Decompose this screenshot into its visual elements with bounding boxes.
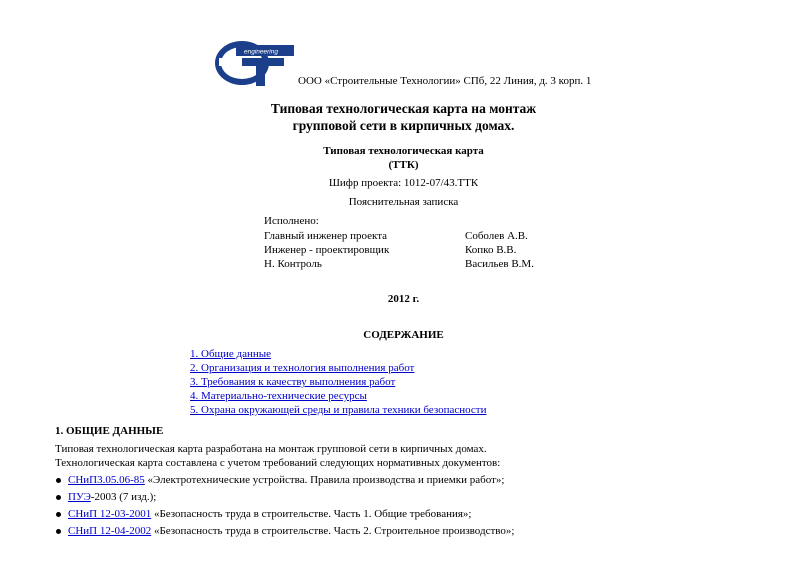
doc-link[interactable]: СНиП 12-03-2001 xyxy=(68,508,152,520)
title-line-1: Типовая технологическая карта на монтаж xyxy=(270,101,537,116)
toc-link-organization[interactable]: 2. Организация и технология выполнения работ xyxy=(190,362,415,374)
doc-description: «Безопасность труда в строительстве. Часть 2. Строительное производство»; xyxy=(151,525,515,537)
doc-description: «Электротехнические устройства. Правила производства и приемки работ»; xyxy=(144,474,505,486)
signature-name: Соболев А.В. xyxy=(465,230,528,242)
explanatory-note: Пояснительная записка xyxy=(348,196,459,208)
logo-text: engineering xyxy=(244,48,278,56)
signature-role: Н. Контроль xyxy=(264,258,322,270)
paragraph: Технологическая карта составлена с учетом требований следующих нормативных документов: xyxy=(55,457,501,469)
document-year: 2012 г. xyxy=(387,293,420,305)
doc-description: -2003 (7 изд.); xyxy=(90,491,157,503)
list-item xyxy=(55,523,514,540)
toc-link-general[interactable]: 1. Общие данные xyxy=(190,348,272,360)
toc-link-safety[interactable]: 5. Охрана окружающей среды и правила техники безопасности xyxy=(190,404,487,416)
bullet-icon xyxy=(56,495,61,500)
signatures-heading: Исполнено: xyxy=(264,215,319,227)
title-line-2: групповой сети в кирпичных домах. xyxy=(292,118,515,133)
doc-description: «Безопасность труда в строительстве. Часть 1. Общие требования»; xyxy=(151,508,472,520)
doc-link[interactable]: ПУЭ xyxy=(68,491,91,503)
toc-link-resources[interactable]: 4. Материально-технические ресурсы xyxy=(190,390,367,402)
subtitle-line-1: Типовая технологическая карта xyxy=(323,145,484,157)
paragraph: Типовая технологическая карта разработана на монтаж групповой сети в кирпичных домах. xyxy=(55,443,487,455)
list-item xyxy=(55,489,514,506)
company-logo xyxy=(214,38,294,88)
document-title xyxy=(0,100,807,134)
bullet-icon xyxy=(56,529,61,534)
bullet-icon xyxy=(56,478,61,483)
signature-role: Главный инженер проекта xyxy=(264,230,388,242)
table-of-contents xyxy=(190,347,487,417)
signature-name: Копко В.В. xyxy=(465,244,517,256)
signature-name: Васильев В.М. xyxy=(465,258,534,270)
doc-link[interactable]: СНиП3.05.06-85 xyxy=(68,474,145,486)
section-heading: 1. ОБЩИЕ ДАННЫЕ xyxy=(55,425,164,437)
signature-role: Инженер - проектировщик xyxy=(264,244,390,256)
project-cipher: Шифр проекта: 1012-07/43.ТТК xyxy=(328,177,479,189)
toc-link-quality[interactable]: 3. Требования к качеству выполнения работ xyxy=(190,376,396,388)
bullet-icon xyxy=(56,512,61,517)
document-subtitle xyxy=(0,144,807,172)
company-address: ООО «Строительные Технологии» СПб, 22 Линия, д. 3 корп. 1 xyxy=(298,75,592,87)
doc-link[interactable]: СНиП 12-04-2002 xyxy=(68,525,152,537)
contents-heading: СОДЕРЖАНИЕ xyxy=(363,329,444,341)
normative-docs-list xyxy=(55,472,514,540)
subtitle-line-2: (ТТК) xyxy=(388,159,419,171)
list-item xyxy=(55,472,514,489)
list-item xyxy=(55,506,514,523)
